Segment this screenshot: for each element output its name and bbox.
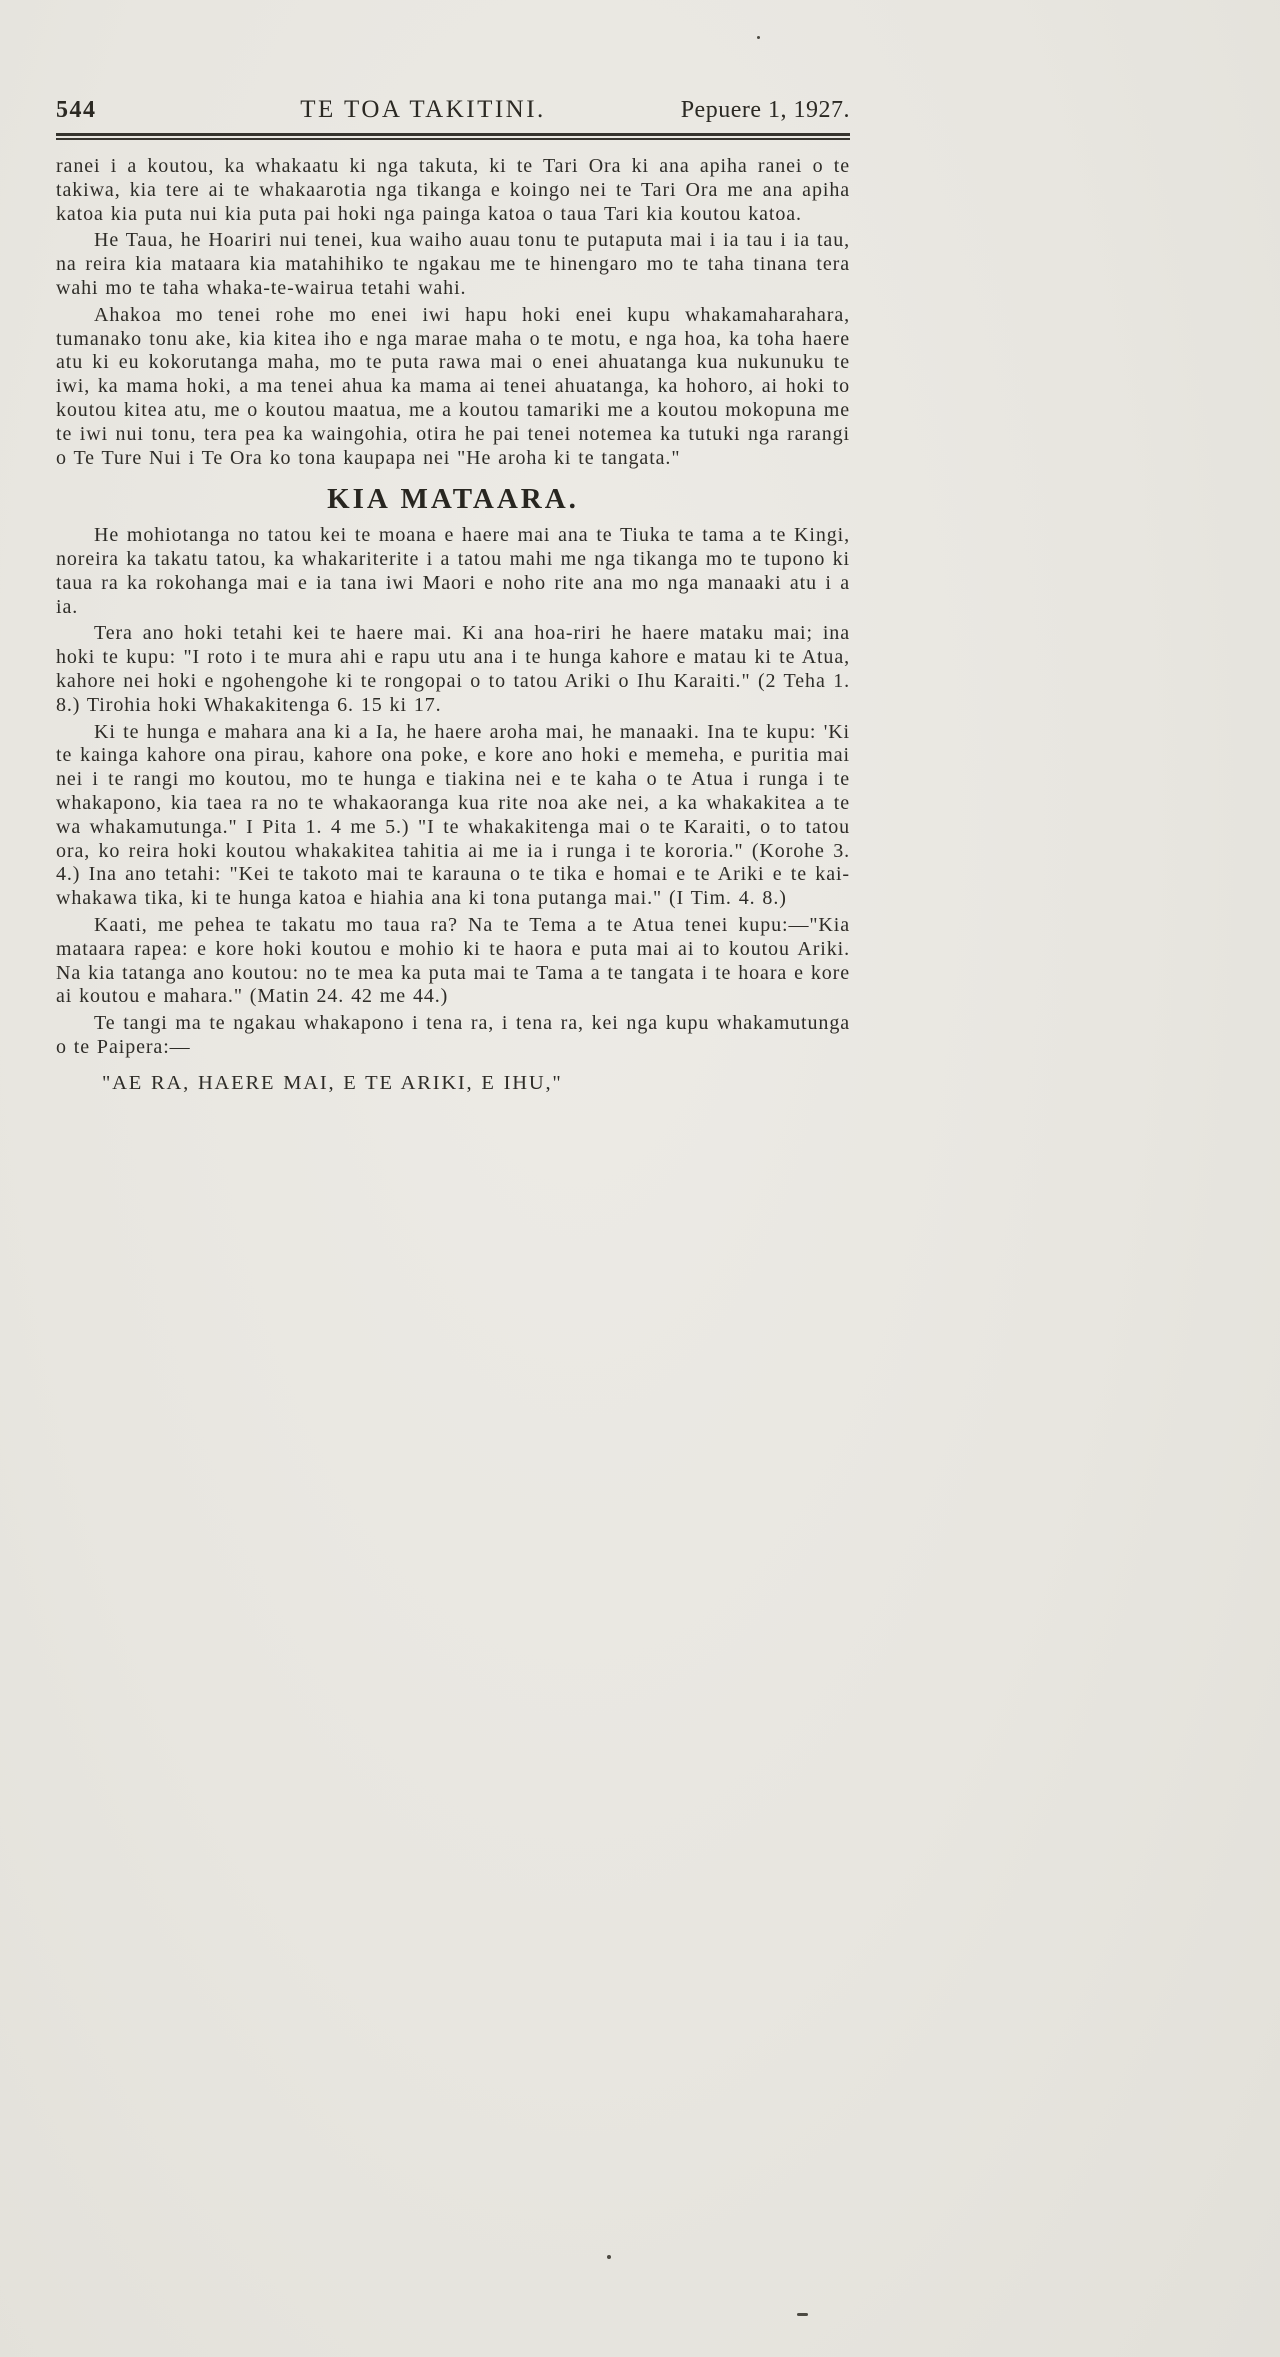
paragraph: He Taua, he Hoariri nui tenei, kua waiho auau tonu te putaputa mai i ia tau i ia tau, na reira kia mataara kia matahihiko te ngakau me te hinengaro mo te taha tinana tera wahi mo te taha whaka-te-wairua tetahi wahi. (56, 229, 850, 299)
paragraph: He mohiotanga no tatou kei te moana e haere mai ana te Tiuka te tama a te Kingi, noreira ka takatu tatou, ka whakariterite i a tatou mahi me nga tikanga mo te tupono ki taua ra ka rokohanga mai e ia tana iwi Maori e noho rite ana mo nga manaaki atu i a ia. (56, 524, 850, 618)
paragraph: Kaati, me pehea te takatu mo taua ra? Na te Tema a te Atua tenei kupu:—"Kia mataara rapea: e kore hoki koutou e mohio ki te haora e puta mai ai to koutou Ariki. Na kia tatanga ano koutou: no te mea ka puta mai te Tama a te tangata i te hoara e kore ai koutou e mahara." (Matin 24. 42 me 44.) (56, 913, 850, 1008)
paragraph: Te tangi ma te ngakau whakapono i tena ra, i tena ra, kei nga kupu whakamutunga o te Paipera:— (56, 1012, 850, 1058)
scan-speck (607, 2255, 611, 2259)
scanned-page (56, 96, 850, 1095)
paragraph: Ahakoa mo tenei rohe mo enei iwi hapu hoki enei kupu whakamaharahara, tumanako tonu ake, kia kitea iho e nga marae maha o te motu, e nga hoa, ka toha haere atu ki eu kokorutanga maha, mo te puta rawa mai o enei ahuatanga kua nukunuku te iwi, ka mama hoki, a ma tenei ahua ka mama ai tenei ahuatanga, ka hohoro, ai hoki to koutou kitea atu, me o koutou maatua, me a koutou tamariki me a koutou mokopuna me te iwi nui tonu, tera pea ka waingohia, otira he pai tenei notemea ka tutuki nga rarangi o Te Ture Nui i Te Ora ko tona kaupapa nei "He aroha ki te tangata." (56, 303, 850, 469)
section-heading: KIA MATAARA. (327, 483, 579, 516)
article-body (56, 155, 850, 1095)
scan-speck (797, 2313, 808, 2316)
scan-speck (757, 36, 760, 39)
closing-quote-line: "AE RA, HAERE MAI, E TE ARIKI, E IHU," (102, 1071, 563, 1094)
paragraph: Tera ano hoki tetahi kei te haere mai. Ki ana hoa-riri he haere mataku mai; ina hoki te kupu: "I roto i te mura ahi e rapu utu ana i te hunga kahore e matau ki te Atua, kahore nei hoki e ngohengohe ki te rongopai o to tatou Ariki o Ihu Karaiti." (2 Teha 1. 8.) Tirohia hoki Whakakitenga 6. 15 ki 17. (56, 622, 850, 716)
page-number: 544 (56, 97, 97, 123)
issue-date: Pepuere 1, 1927. (680, 97, 850, 123)
header-divider-rule (56, 133, 850, 140)
page-header (56, 96, 850, 124)
journal-title: TE TOA TAKITINI. (300, 96, 546, 123)
paragraph: Ki te hunga e mahara ana ki a Ia, he haere aroha mai, he manaaki. Ina te kupu: 'Ki te kainga kahore ona pirau, kahore ona poke, e kore ano hoki e memeha, e puritia mai nei i te rangi mo koutou, mo te hunga e tiakina nei e te kaha o te Atua i runga i te whakapono, kia taea ra no te whakaoranga kua rite noa ake nei, a ka whakakitea a te wa whakamutunga." I Pita 1. 4 me 5.) "I te whakakitenga mai o te Karaiti, o to tatou ora, ko reira hoki koutou whakakitea tahitia ai me ia i runga i te kororia." (Korohe 3. 4.) Ina ano tetahi: "Kei te takoto mai te karauna o te tika e homai e te Ariki e te kai-whakawa tika, ki te hunga katoa e hiahia ana ki tona putanga mai." (I Tim. 4. 8.) (56, 720, 850, 910)
paragraph-continuation: ranei i a koutou, ka whakaatu ki nga takuta, ki te Tari Ora ki ana apiha ranei o te takiwa, kia tere ai te whakaarotia nga tikanga e koingo nei te Tari Ora me ana apiha katoa kia puta nui kia puta pai hoki nga painga katoa o taua Tari kia koutou katoa. (56, 155, 850, 225)
